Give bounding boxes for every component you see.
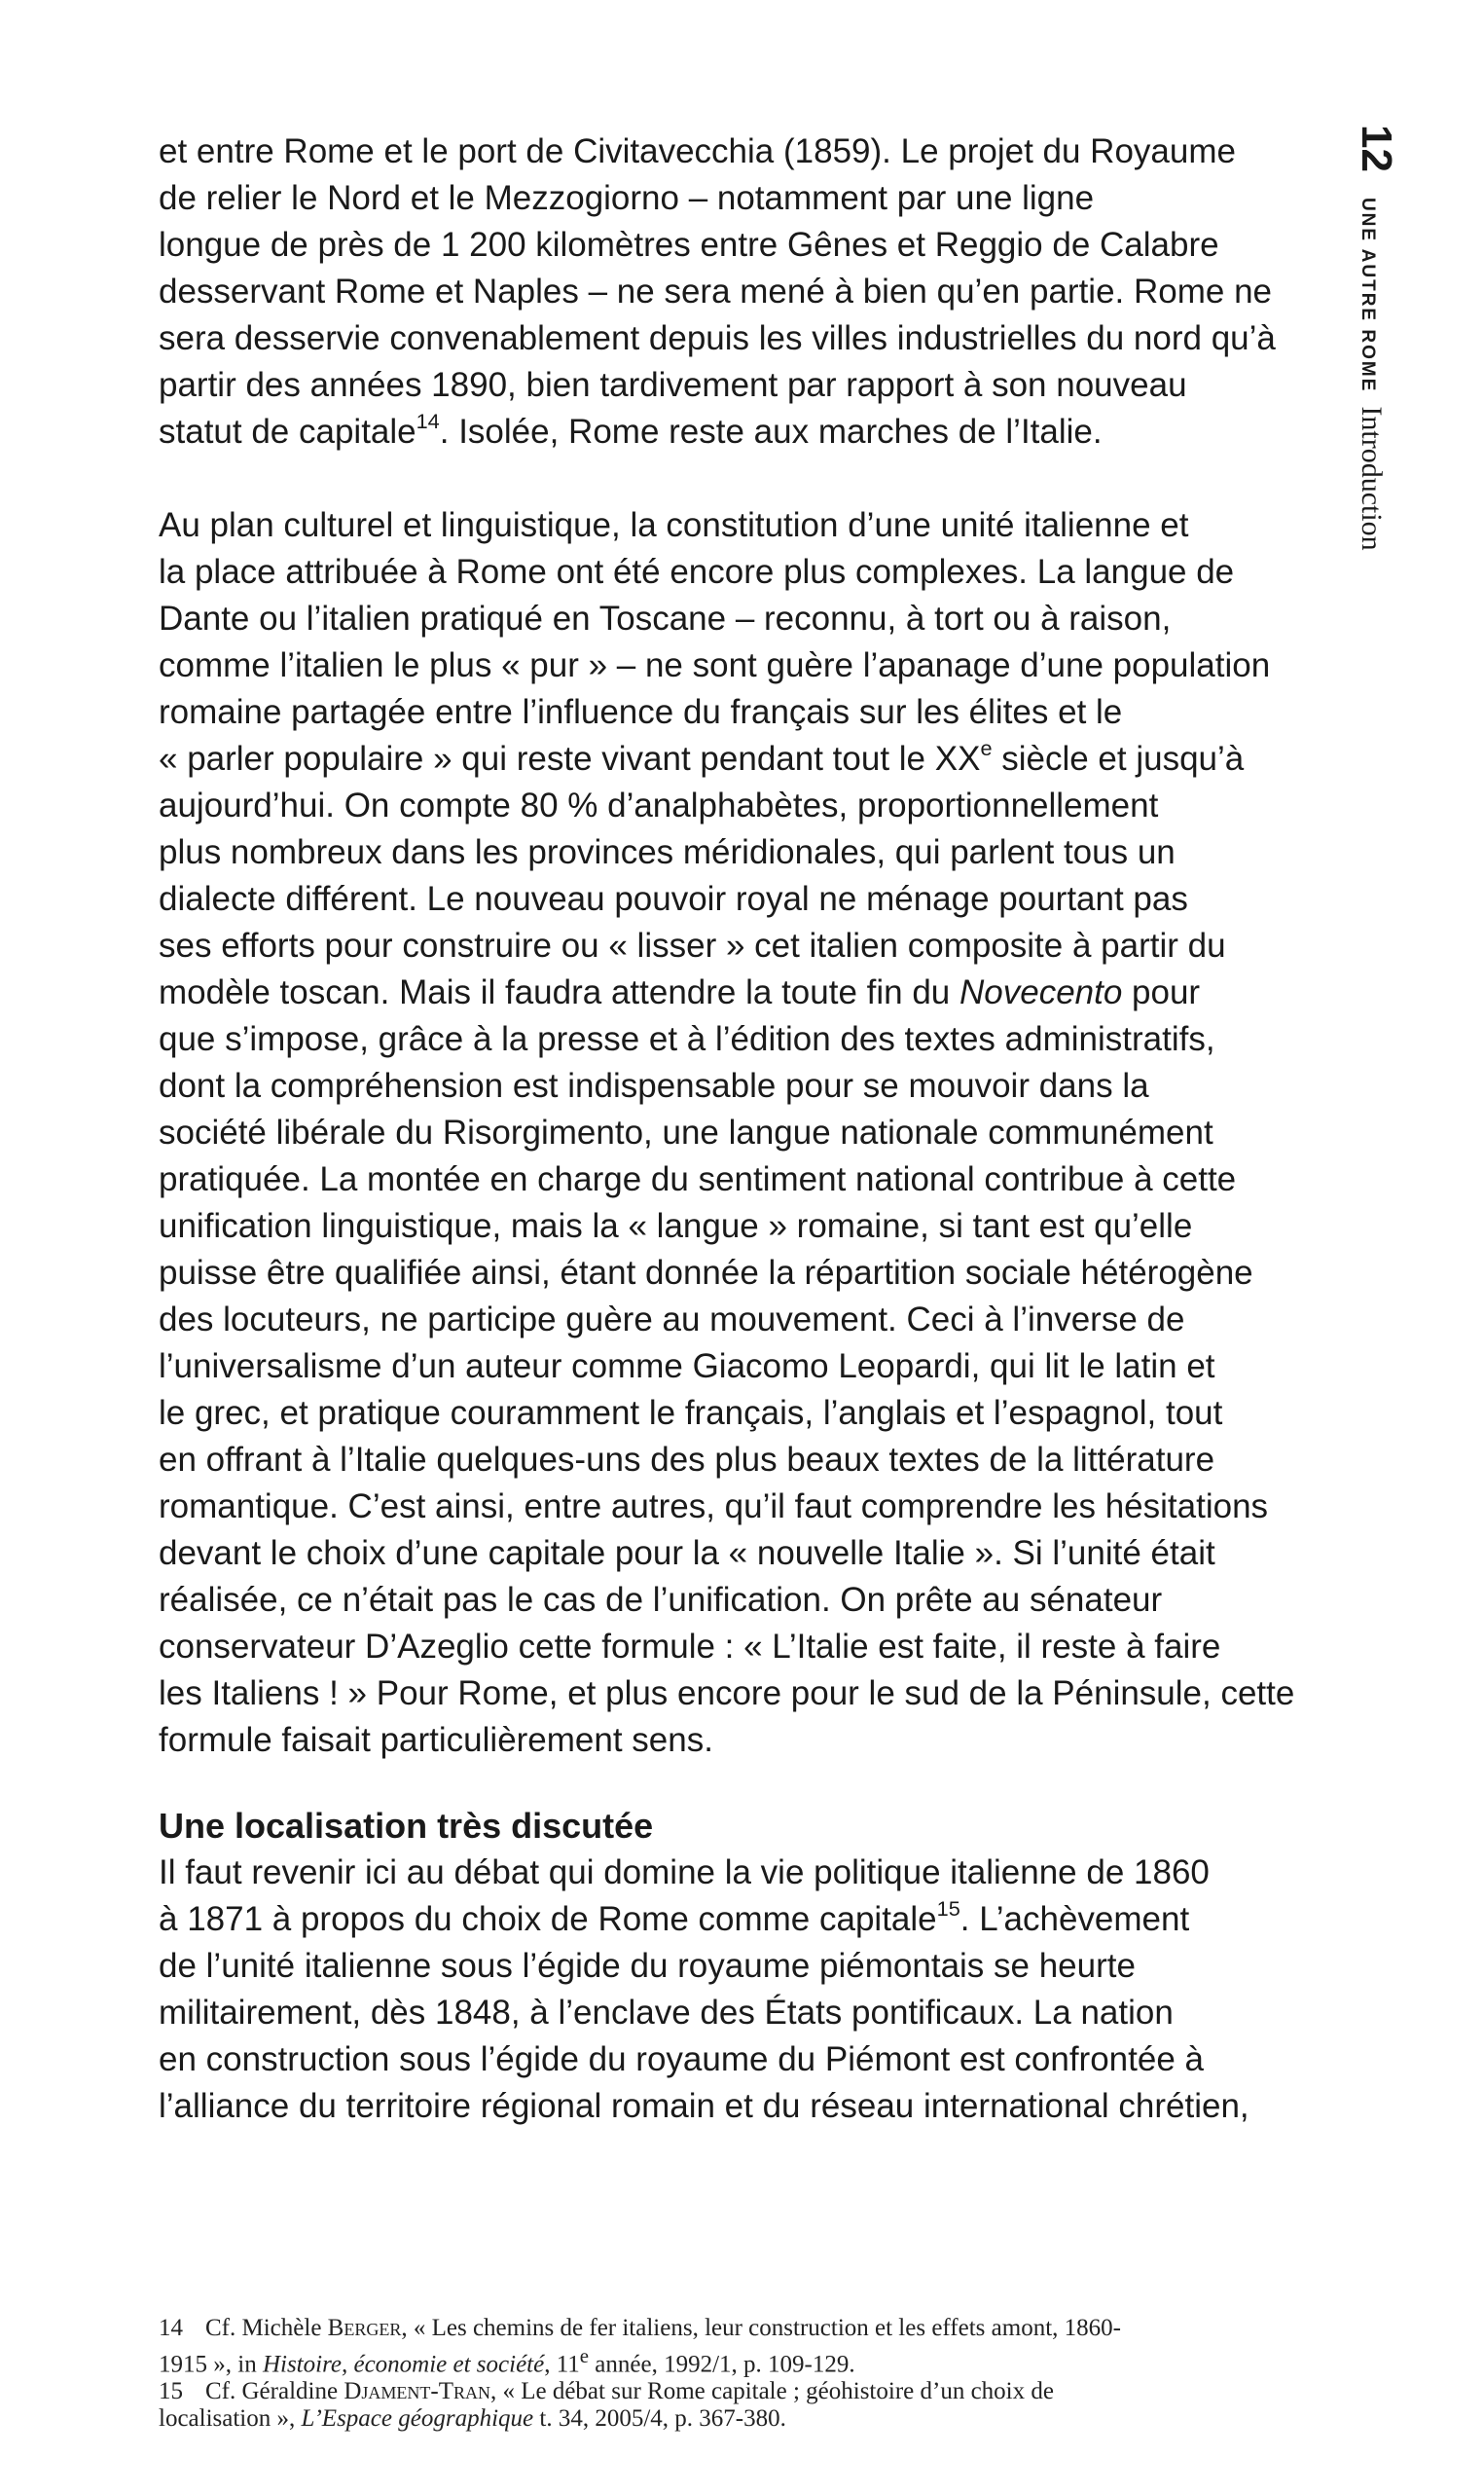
footnote-line xyxy=(159,2405,1317,2433)
text-run: Cf. Michèle xyxy=(205,2315,328,2341)
text-line: l’universalisme d’un auteur comme Giacomo Leopardi, qui lit le latin et xyxy=(159,1347,1215,1385)
text-line: militairement, dès 1848, à l’enclave des États pontificaux. La nation xyxy=(159,1994,1174,2032)
text-line: la place attribuée à Rome ont été encore plus complexes. La langue de xyxy=(159,553,1235,591)
journal-title: L’Espace géographique xyxy=(301,2405,534,2433)
text-run: « parler populaire » qui reste vivant pendant tout le XX xyxy=(159,740,981,778)
footnote-line xyxy=(159,2378,1317,2405)
text-line: réalisée, ce n’était pas le cas de l’unification. On prête au sénateur xyxy=(159,1581,1163,1619)
text-line xyxy=(159,409,1317,456)
text-line: romaine partagée entre l’influence du français sur les élites et le xyxy=(159,693,1123,731)
footnote-number: 15 xyxy=(159,2378,183,2405)
footnote-line xyxy=(159,2342,1317,2378)
text-line: devant le choix d’une capitale pour la « nouvelle Italie ». Si l’unité était xyxy=(159,1534,1215,1572)
text-line: comme l’italien le plus « pur » – ne sont guère l’apanage d’une population xyxy=(159,646,1271,684)
text-run: . Isolée, Rome reste aux marches de l’Italie. xyxy=(439,413,1103,451)
footnote-15 xyxy=(159,2378,1317,2433)
text-line: société libérale du Risorgimento, une langue nationale communément xyxy=(159,1114,1213,1152)
century-superscript: e xyxy=(980,736,993,761)
text-run: modèle toscan. Mais il faudra attendre la toute fin du xyxy=(159,973,959,1011)
page-number: 12 xyxy=(1353,125,1400,172)
footnote-14 xyxy=(159,2315,1317,2378)
paragraph-1 xyxy=(159,128,1317,456)
text-line: puisse être qualifiée ainsi, étant donnée la répartition sociale hétérogène xyxy=(159,1254,1253,1292)
text-line: aujourd’hui. On compte 80 % d’analphabètes, proportionnellement xyxy=(159,787,1159,825)
text-line: romantique. C’est ainsi, entre autres, qu’il faut comprendre les hésitations xyxy=(159,1487,1269,1525)
ordinal-superscript: e xyxy=(579,2344,590,2367)
text-line: Il faut revenir ici au débat qui domine la vie politique italienne de 1860 xyxy=(159,1853,1210,1891)
text-line: des locuteurs, ne participe guère au mouvement. Ceci à l’inverse de xyxy=(159,1301,1185,1338)
footnote-line xyxy=(159,2315,1317,2342)
chapter-title: Introduction xyxy=(1356,406,1388,551)
text-run: , « Le débat sur Rome capitale ; géohistoire d’un choix de xyxy=(489,2378,1054,2405)
text-run: , 11 xyxy=(544,2351,580,2378)
footnote-ref-15[interactable]: 15 xyxy=(936,1896,960,1922)
text-line: les Italiens ! » Pour Rome, et plus encore pour le sud de la Péninsule, cette xyxy=(159,1674,1295,1712)
text-line: formule faisait particulièrement sens. xyxy=(159,1721,713,1759)
text-line: le grec, et pratique couramment le français, l’anglais et l’espagnol, tout xyxy=(159,1394,1223,1432)
text-line: de relier le Nord et le Mezzogiorno – notamment par une ligne xyxy=(159,179,1095,217)
author-name: Djament-Tran xyxy=(344,2378,490,2405)
text-line: unification linguistique, mais la « langue » romaine, si tant est qu’elle xyxy=(159,1207,1193,1245)
text-run: siècle et jusqu’à xyxy=(992,740,1245,778)
text-line: dont la compréhension est indispensable pour se mouvoir dans la xyxy=(159,1067,1149,1105)
text-run: localisation », xyxy=(159,2405,302,2433)
footnote-ref-14[interactable]: 14 xyxy=(416,409,440,434)
text-run: t. 34, 2005/4, p. 367-380. xyxy=(533,2405,786,2433)
text-line: et entre Rome et le port de Civitavecchia (1859). Le projet du Royaume xyxy=(159,132,1236,170)
text-run: Cf. Géraldine xyxy=(205,2378,344,2405)
journal-title: Histoire, économie et société xyxy=(262,2351,545,2378)
text-line xyxy=(159,1896,1317,1943)
paragraph-2 xyxy=(159,502,1317,1764)
text-run: à 1871 à propos du choix de Rome comme capitale xyxy=(159,1900,937,1938)
text-line: en offrant à l’Italie quelques-uns des plus beaux textes de la littérature xyxy=(159,1441,1215,1479)
footnote-number: 14 xyxy=(159,2315,183,2341)
section-heading: Une localisation très discutée xyxy=(159,1806,654,1846)
text-line: Au plan culturel et linguistique, la constitution d’une unité italienne et xyxy=(159,506,1189,544)
book-title: UNE AUTRE ROME xyxy=(1357,197,1378,393)
italic-term: Novecento xyxy=(959,973,1123,1011)
text-line: l’alliance du territoire régional romain et du réseau international chrétien, xyxy=(159,2087,1249,2125)
text-line: longue de près de 1 200 kilomètres entre Gênes et Reggio de Calabre xyxy=(159,226,1219,264)
text-line: que s’impose, grâce à la presse et à l’édition des textes administratifs, xyxy=(159,1020,1215,1058)
text-line: conservateur D’Azeglio cette formule : « L’Italie est faite, il reste à faire xyxy=(159,1628,1221,1666)
text-line xyxy=(159,736,1317,783)
text-line: en construction sous l’égide du royaume du Piémont est confrontée à xyxy=(159,2040,1204,2078)
author-name: Berger xyxy=(327,2315,402,2341)
section xyxy=(159,1803,1317,2130)
text-line xyxy=(159,970,1317,1016)
footnotes xyxy=(159,2315,1317,2433)
text-run: , « Les chemins de fer italiens, leur construction et les effets amont, 1860- xyxy=(401,2315,1121,2341)
text-line: de l’unité italienne sous l’égide du royaume piémontais se heurte xyxy=(159,1947,1136,1985)
text-line: ses efforts pour construire ou « lisser » cet italien composite à partir du xyxy=(159,927,1226,965)
running-head xyxy=(1335,125,1417,670)
text-line: dialecte différent. Le nouveau pouvoir royal ne ménage pourtant pas xyxy=(159,880,1188,918)
text-line: pratiquée. La montée en charge du sentiment national contribue à cette xyxy=(159,1160,1237,1198)
text-line: partir des années 1890, bien tardivement par rapport à son nouveau xyxy=(159,366,1187,404)
text-line: Dante ou l’italien pratiqué en Toscane – reconnu, à tort ou à raison, xyxy=(159,600,1172,638)
text-line: sera desservie convenablement depuis les villes industrielles du nord qu’à xyxy=(159,319,1276,357)
text-line: desservant Rome et Naples – ne sera mené à bien qu’en partie. Rome ne xyxy=(159,273,1272,311)
text-run: . L’achèvement xyxy=(959,1900,1190,1938)
text-run: pour xyxy=(1122,973,1201,1011)
text-run: statut de capitale xyxy=(159,413,416,451)
text-line: plus nombreux dans les provinces méridionales, qui parlent tous un xyxy=(159,833,1176,871)
text-run: année, 1992/1, p. 109-129. xyxy=(589,2351,855,2378)
text-run: 1915 », in xyxy=(159,2351,263,2378)
